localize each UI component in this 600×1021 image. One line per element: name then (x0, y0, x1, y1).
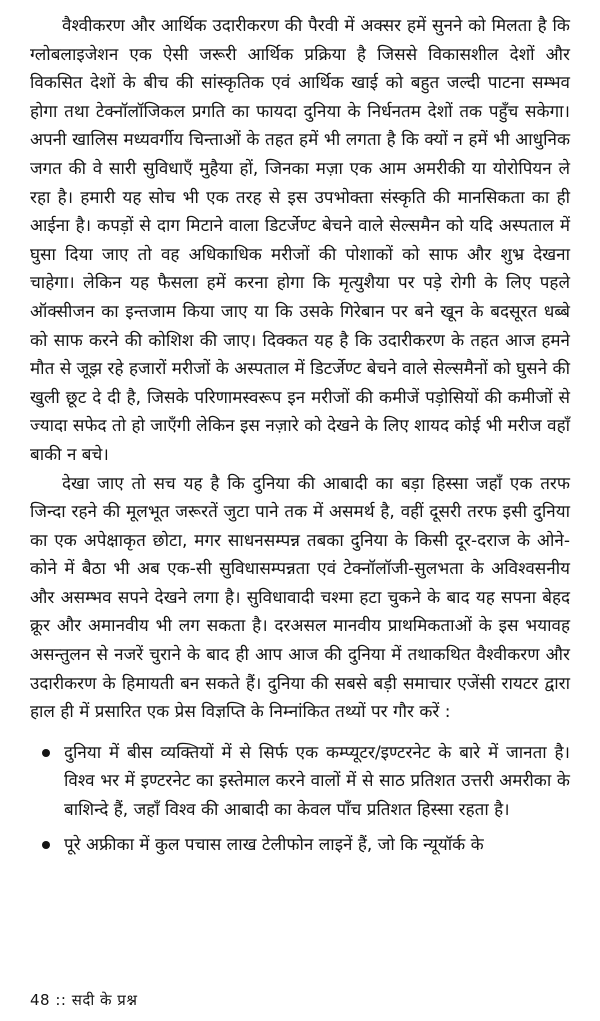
book-title: सदी के प्रश्न (71, 991, 138, 1009)
list-item (64, 739, 570, 825)
bullet-icon (42, 841, 50, 849)
paragraph-world-population: देखा जाए तो सच यह है कि दुनिया की आबादी का बड़ा हिस्सा जहाँ एक तरफ जिन्दा रहने की मूलभूत जरूरतें जुटा पाने तक में असमर्थ है, वहीं दूसरी तरफ इसी दुनिया का एक अपेक्षाकृत छोटा, मगर साधनसम्पन्न तबका दुनिया के किसी दूर-दराज के ओने-कोने में बैठा भी अब एक-सी सुविधासम्पन्नता एवं टेक्नॉलॉजी-सुलभता के अविश्वसनीय और असम्भव सपने देखने लगा है। सुविधावादी चश्मा हटा चुकने के बाद यह सपना बेहद क्रूर और अमानवीय भी लग सकता है। दरअसल मानवीय प्राथमिकताओं के इस भयावह असन्तुलन से नजरें चुराने के बाद ही आप आज की दुनिया में तथाकथित वैश्वीकरण और उदारीकरण के हिमायती बन सकते हैं। दुनिया की सबसे बड़ी समाचार एजेंसी रायटर द्वारा हाल ही में प्रसारित एक प्रेस विज्ञप्ति के निम्नांकित तथ्यों पर गौर करें : (30, 473, 570, 723)
paragraph-globalization: वैश्वीकरण और आर्थिक उदारीकरण की पैरवी में अक्सर हमें सुनने को मिलता है कि ग्लोबलाइजेशन एक ऐसी जरूरी आर्थिक प्रक्रिया है जिससे विकासशील देशों और विकसित देशों के बीच की सांस्कृतिक एवं आर्थिक खाई को बहुत जल्दी पाटना सम्भव होगा तथा टेक्नॉलॉजिकल प्रगति का फायदा दुनिया के निर्धनतम देशों तक पहुँच सकेगा। अपनी खालिस मध्यवर्गीय चिन्ताओं के तहत हमें भी लगता है कि क्यों न हमें भी आधुनिक जगत की वे सारी सुविधाएँ मुहैया हों, जिनका मज़ा एक आम अमरीकी या योरोपियन ले रहा है। हमारी यह सोच भी एक तरह से इस उपभोक्ता संस्कृति की मानसिकता का ही आईना है। कपड़ों से दाग मिटाने वाला डिटर्जेण्ट बेचने वाले सेल्समैन को यदि अस्पताल में घुसा दिया जाए तो वह अधिकाधिक मरीजों की पोशाकों को साफ और शुभ्र देखना चाहेगा। लेकिन यह फैसला हमें करना होगा कि मृत्युशैया पर पड़े रोगी के लिए पहले ऑक्सीजन का इन्तजाम किया जाए या कि उसके गिरेबान पर बने खून के बदसूरत धब्बे को साफ करने की कोशिश की जाए। दिक्कत यह है कि उदारीकरण के तहत आज हमने मौत से जूझ रहे हजारों मरीजों के अस्पताल में डिटर्जेण्ट बेचने वाले सेल्समैनों को घुसने की खुली छूट दे दी है, जिसके परिणामस्वरूप इन मरीजों की कमीजें पड़ोसियों की कमीजों से ज्यादा सफेद तो हो जाएँगी लेकिन इस नज़ारे को देखने के लिए शायद कोई भी मरीज वहाँ बाकी न बचे। (30, 16, 570, 465)
fact-internet-users: दुनिया में बीस व्यक्तियों में से सिर्फ एक कम्प्यूटर/इण्टरनेट के बारे में जानता है। विश्व भर में इण्टरनेट का इस्तेमाल करने वालों में से साठ प्रतिशत उत्तरी अमरीका के बाशिन्दे हैं, जहाँ विश्व की आबादी का केवल पाँच प्रतिशत हिस्सा रहता है। (64, 742, 570, 821)
fact-list (30, 739, 570, 859)
bullet-icon (42, 749, 50, 757)
page-footer (30, 990, 137, 1010)
page-number: 48 (30, 991, 51, 1009)
fact-africa-telephones: पूरे अफ्रीका में कुल पचास लाख टेलीफोन लाइनें हैं, जो कि न्यूयॉर्क के (64, 834, 484, 855)
list-item (64, 831, 570, 860)
footer-separator: :: (55, 991, 67, 1009)
